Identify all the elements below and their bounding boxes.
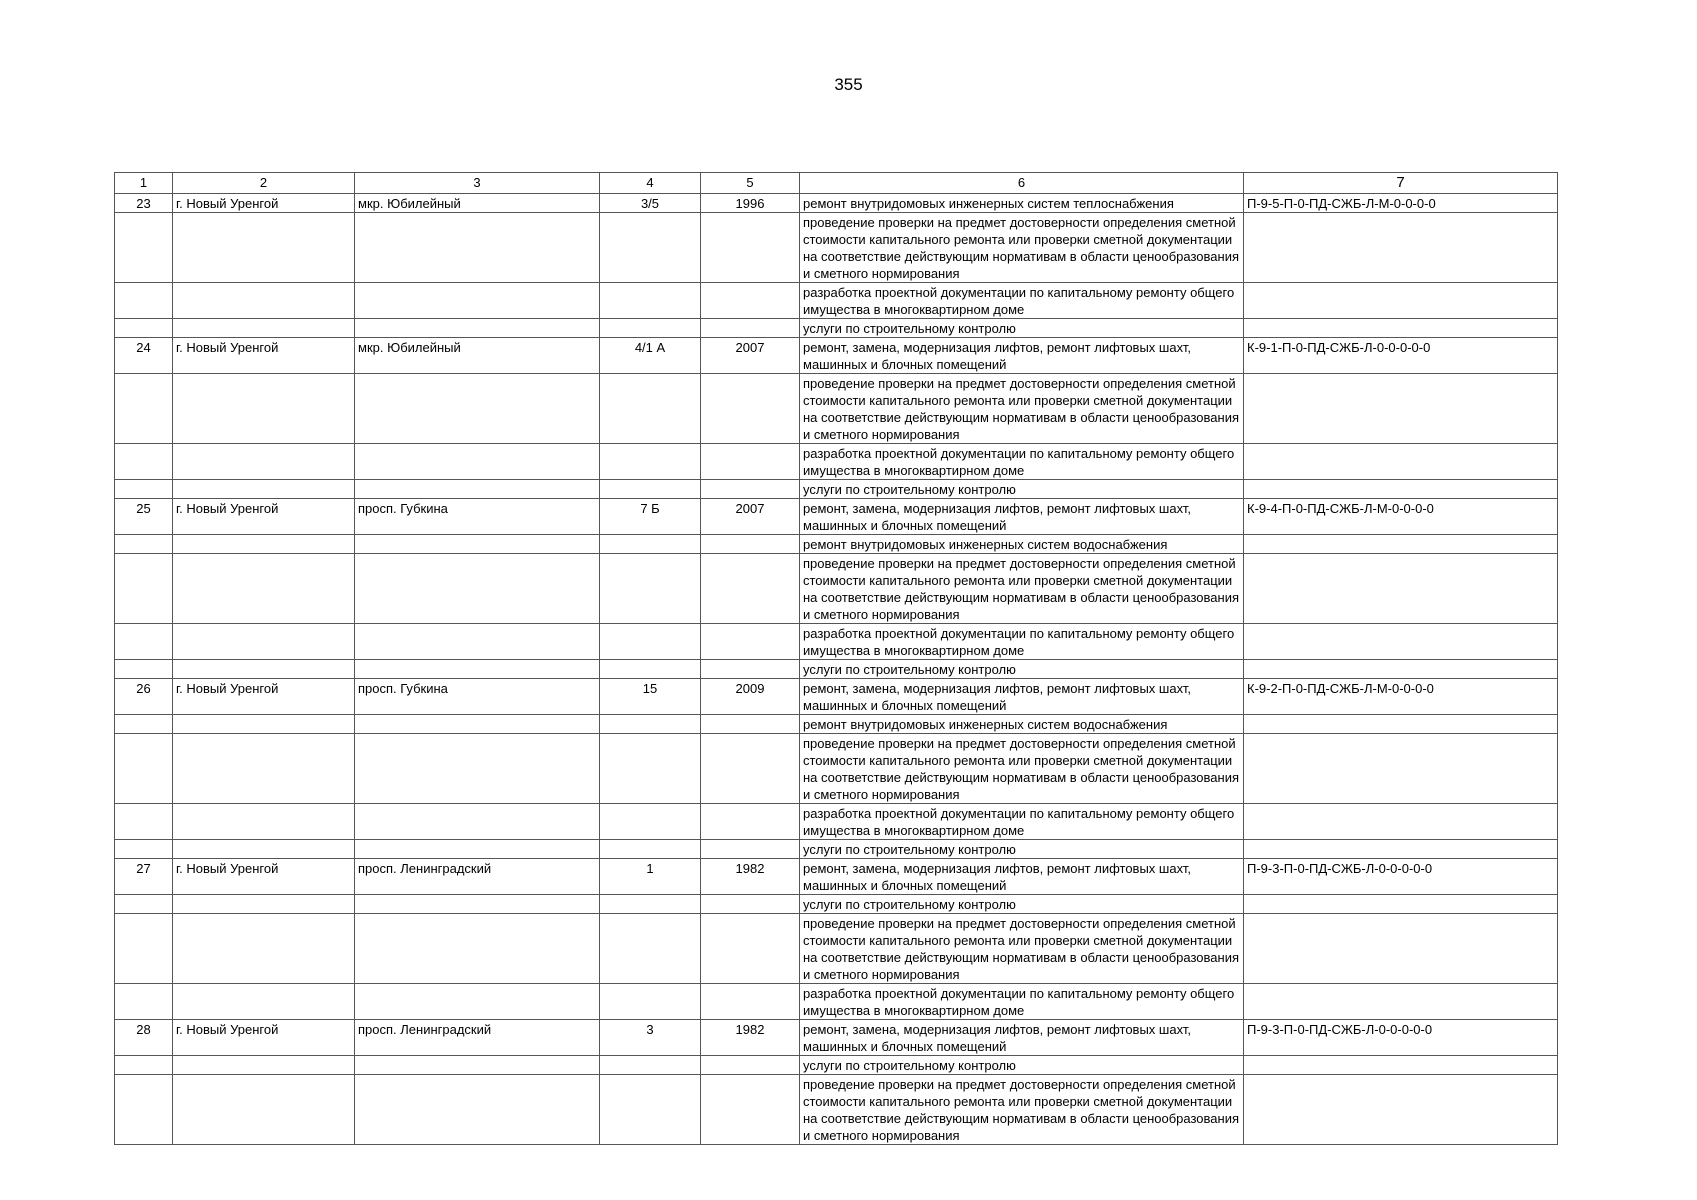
street-cell — [355, 840, 600, 859]
row-number — [115, 1075, 173, 1145]
row-number — [115, 283, 173, 319]
row-number: 25 — [115, 499, 173, 535]
build-year-cell: 1982 — [701, 1020, 800, 1056]
house-number-cell: 3/5 — [600, 194, 701, 213]
column-header-3: 3 — [355, 173, 600, 194]
table-row — [115, 535, 1558, 554]
work-type-cell: ремонт, замена, модернизация лифтов, ремонт лифтовых шахт, машинных и блочных помещений — [800, 859, 1244, 895]
build-year-cell — [701, 535, 800, 554]
row-number — [115, 535, 173, 554]
work-type-cell: проведение проверки на предмет достоверности определения сметной стоимости капитального ремонта или проверки сметной документации на соответствие действующим нормативам в области ценообразования и сметного нормирования — [800, 554, 1244, 624]
row-number — [115, 374, 173, 444]
house-number-cell — [600, 914, 701, 984]
table-row — [115, 194, 1558, 213]
table-row — [115, 444, 1558, 480]
city-cell — [173, 715, 355, 734]
street-cell — [355, 660, 600, 679]
city-cell — [173, 840, 355, 859]
code-cell — [1244, 319, 1558, 338]
house-number-cell — [600, 480, 701, 499]
code-cell — [1244, 1056, 1558, 1075]
house-number-cell — [600, 660, 701, 679]
city-cell — [173, 283, 355, 319]
code-cell — [1244, 444, 1558, 480]
table-row — [115, 480, 1558, 499]
build-year-cell — [701, 283, 800, 319]
work-type-cell: услуги по строительному контролю — [800, 319, 1244, 338]
city-cell — [173, 554, 355, 624]
table-row — [115, 984, 1558, 1020]
street-cell — [355, 554, 600, 624]
row-number — [115, 554, 173, 624]
work-type-cell: ремонт, замена, модернизация лифтов, ремонт лифтовых шахт, машинных и блочных помещений — [800, 679, 1244, 715]
work-type-cell: разработка проектной документации по капитальному ремонту общего имущества в многоквартирном доме — [800, 283, 1244, 319]
build-year-cell — [701, 480, 800, 499]
work-type-cell: ремонт, замена, модернизация лифтов, ремонт лифтовых шахт, машинных и блочных помещений — [800, 499, 1244, 535]
build-year-cell — [701, 1056, 800, 1075]
city-cell: г. Новый Уренгой — [173, 338, 355, 374]
row-number — [115, 319, 173, 338]
table-row — [115, 283, 1558, 319]
work-type-cell: услуги по строительному контролю — [800, 840, 1244, 859]
work-type-cell: проведение проверки на предмет достоверности определения сметной стоимости капитального ремонта или проверки сметной документации на соответствие действующим нормативам в области ценообразования и сметного нормирования — [800, 374, 1244, 444]
city-cell: г. Новый Уренгой — [173, 859, 355, 895]
city-cell: г. Новый Уренгой — [173, 499, 355, 535]
row-number — [115, 984, 173, 1020]
code-cell — [1244, 914, 1558, 984]
code-cell: К-9-1-П-0-ПД-СЖБ-Л-0-0-0-0-0 — [1244, 338, 1558, 374]
code-cell — [1244, 984, 1558, 1020]
build-year-cell — [701, 374, 800, 444]
work-type-cell: ремонт внутридомовых инженерных систем водоснабжения — [800, 715, 1244, 734]
row-number — [115, 660, 173, 679]
build-year-cell — [701, 624, 800, 660]
code-cell — [1244, 554, 1558, 624]
house-number-cell — [600, 895, 701, 914]
code-cell — [1244, 1075, 1558, 1145]
house-number-cell — [600, 840, 701, 859]
works-table — [114, 172, 1558, 1145]
house-number-cell: 1 — [600, 859, 701, 895]
column-header-2: 2 — [173, 173, 355, 194]
code-cell — [1244, 374, 1558, 444]
street-cell — [355, 213, 600, 283]
city-cell: г. Новый Уренгой — [173, 1020, 355, 1056]
table-row — [115, 338, 1558, 374]
code-cell — [1244, 213, 1558, 283]
street-cell — [355, 480, 600, 499]
row-number — [115, 213, 173, 283]
city-cell — [173, 1075, 355, 1145]
house-number-cell — [600, 554, 701, 624]
code-cell — [1244, 840, 1558, 859]
table-row — [115, 1020, 1558, 1056]
street-cell — [355, 535, 600, 554]
column-header-7: 7 — [1244, 173, 1558, 194]
house-number-cell — [600, 804, 701, 840]
house-number-cell — [600, 283, 701, 319]
build-year-cell — [701, 715, 800, 734]
work-type-cell: разработка проектной документации по капитальному ремонту общего имущества в многоквартирном доме — [800, 444, 1244, 480]
row-number — [115, 480, 173, 499]
build-year-cell — [701, 895, 800, 914]
street-cell: просп. Губкина — [355, 679, 600, 715]
table-row — [115, 895, 1558, 914]
row-number: 28 — [115, 1020, 173, 1056]
street-cell — [355, 319, 600, 338]
build-year-cell: 1982 — [701, 859, 800, 895]
code-cell: П-9-5-П-0-ПД-СЖБ-Л-М-0-0-0-0 — [1244, 194, 1558, 213]
row-number — [115, 1056, 173, 1075]
house-number-cell: 15 — [600, 679, 701, 715]
house-number-cell — [600, 624, 701, 660]
row-number — [115, 914, 173, 984]
build-year-cell — [701, 660, 800, 679]
city-cell — [173, 624, 355, 660]
work-type-cell: ремонт внутридомовых инженерных систем теплоснабжения — [800, 194, 1244, 213]
table-body — [115, 194, 1558, 1145]
city-cell — [173, 804, 355, 840]
build-year-cell — [701, 1075, 800, 1145]
work-type-cell: разработка проектной документации по капитальному ремонту общего имущества в многоквартирном доме — [800, 984, 1244, 1020]
house-number-cell — [600, 374, 701, 444]
table-row — [115, 1056, 1558, 1075]
column-header-6: 6 — [800, 173, 1244, 194]
street-cell — [355, 895, 600, 914]
table-row — [115, 715, 1558, 734]
house-number-cell — [600, 984, 701, 1020]
street-cell — [355, 914, 600, 984]
build-year-cell: 2009 — [701, 679, 800, 715]
city-cell — [173, 1056, 355, 1075]
row-number — [115, 804, 173, 840]
column-header-1: 1 — [115, 173, 173, 194]
street-cell: просп. Ленинградский — [355, 1020, 600, 1056]
house-number-cell — [600, 734, 701, 804]
city-cell — [173, 319, 355, 338]
work-type-cell: услуги по строительному контролю — [800, 660, 1244, 679]
code-cell — [1244, 480, 1558, 499]
code-cell — [1244, 804, 1558, 840]
row-number — [115, 734, 173, 804]
table-row — [115, 804, 1558, 840]
code-cell: П-9-3-П-0-ПД-СЖБ-Л-0-0-0-0-0 — [1244, 859, 1558, 895]
build-year-cell: 1996 — [701, 194, 800, 213]
column-header-5: 5 — [701, 173, 800, 194]
code-cell — [1244, 895, 1558, 914]
build-year-cell — [701, 213, 800, 283]
table-row — [115, 1075, 1558, 1145]
table-row — [115, 734, 1558, 804]
city-cell — [173, 660, 355, 679]
table-row — [115, 914, 1558, 984]
work-type-cell: проведение проверки на предмет достоверности определения сметной стоимости капитального ремонта или проверки сметной документации на соответствие действующим нормативам в области ценообразования и сметного нормирования — [800, 213, 1244, 283]
row-number — [115, 624, 173, 660]
city-cell — [173, 984, 355, 1020]
code-cell — [1244, 660, 1558, 679]
street-cell — [355, 283, 600, 319]
code-cell — [1244, 283, 1558, 319]
row-number — [115, 840, 173, 859]
city-cell: г. Новый Уренгой — [173, 679, 355, 715]
code-cell: К-9-2-П-0-ПД-СЖБ-Л-М-0-0-0-0 — [1244, 679, 1558, 715]
table-row — [115, 660, 1558, 679]
row-number — [115, 444, 173, 480]
code-cell — [1244, 535, 1558, 554]
table-row — [115, 319, 1558, 338]
house-number-cell — [600, 213, 701, 283]
header-row — [115, 173, 1558, 194]
build-year-cell — [701, 444, 800, 480]
build-year-cell — [701, 734, 800, 804]
work-type-cell: услуги по строительному контролю — [800, 1056, 1244, 1075]
work-type-cell: проведение проверки на предмет достоверности определения сметной стоимости капитального ремонта или проверки сметной документации на соответствие действующим нормативам в области ценообразования и сметного нормирования — [800, 914, 1244, 984]
city-cell — [173, 895, 355, 914]
table-row — [115, 499, 1558, 535]
work-type-cell: разработка проектной документации по капитальному ремонту общего имущества в многоквартирном доме — [800, 624, 1244, 660]
code-cell: П-9-3-П-0-ПД-СЖБ-Л-0-0-0-0-0 — [1244, 1020, 1558, 1056]
row-number — [115, 895, 173, 914]
table-row — [115, 213, 1558, 283]
house-number-cell: 3 — [600, 1020, 701, 1056]
work-type-cell: проведение проверки на предмет достоверности определения сметной стоимости капитального ремонта или проверки сметной документации на соответствие действующим нормативам в области ценообразования и сметного нормирования — [800, 1075, 1244, 1145]
code-cell: К-9-4-П-0-ПД-СЖБ-Л-М-0-0-0-0 — [1244, 499, 1558, 535]
row-number: 24 — [115, 338, 173, 374]
table-row — [115, 554, 1558, 624]
street-cell — [355, 984, 600, 1020]
build-year-cell — [701, 804, 800, 840]
row-number: 26 — [115, 679, 173, 715]
house-number-cell — [600, 1056, 701, 1075]
table-row — [115, 374, 1558, 444]
house-number-cell — [600, 444, 701, 480]
house-number-cell — [600, 715, 701, 734]
table-row — [115, 840, 1558, 859]
street-cell — [355, 624, 600, 660]
city-cell — [173, 374, 355, 444]
code-cell — [1244, 734, 1558, 804]
work-type-cell: услуги по строительному контролю — [800, 480, 1244, 499]
build-year-cell — [701, 984, 800, 1020]
work-type-cell: ремонт внутридомовых инженерных систем водоснабжения — [800, 535, 1244, 554]
house-number-cell — [600, 319, 701, 338]
street-cell — [355, 1075, 600, 1145]
street-cell — [355, 804, 600, 840]
street-cell: просп. Губкина — [355, 499, 600, 535]
row-number: 27 — [115, 859, 173, 895]
build-year-cell: 2007 — [701, 499, 800, 535]
city-cell — [173, 444, 355, 480]
city-cell — [173, 480, 355, 499]
table-row — [115, 624, 1558, 660]
work-type-cell: разработка проектной документации по капитальному ремонту общего имущества в многоквартирном доме — [800, 804, 1244, 840]
build-year-cell — [701, 554, 800, 624]
column-header-4: 4 — [600, 173, 701, 194]
street-cell — [355, 715, 600, 734]
house-number-cell: 7 Б — [600, 499, 701, 535]
page-number: 355 — [834, 75, 863, 94]
table-row — [115, 679, 1558, 715]
house-number-cell: 4/1 А — [600, 338, 701, 374]
house-number-cell — [600, 535, 701, 554]
street-cell — [355, 734, 600, 804]
city-cell — [173, 914, 355, 984]
house-number-cell — [600, 1075, 701, 1145]
row-number — [115, 715, 173, 734]
work-type-cell: услуги по строительному контролю — [800, 895, 1244, 914]
street-cell: просп. Ленинградский — [355, 859, 600, 895]
street-cell — [355, 444, 600, 480]
row-number: 23 — [115, 194, 173, 213]
table-row — [115, 859, 1558, 895]
build-year-cell — [701, 840, 800, 859]
build-year-cell — [701, 914, 800, 984]
build-year-cell: 2007 — [701, 338, 800, 374]
build-year-cell — [701, 319, 800, 338]
city-cell — [173, 734, 355, 804]
work-type-cell: ремонт, замена, модернизация лифтов, ремонт лифтовых шахт, машинных и блочных помещений — [800, 338, 1244, 374]
code-cell — [1244, 715, 1558, 734]
city-cell — [173, 213, 355, 283]
street-cell: мкр. Юбилейный — [355, 194, 600, 213]
city-cell — [173, 535, 355, 554]
city-cell: г. Новый Уренгой — [173, 194, 355, 213]
work-type-cell: ремонт, замена, модернизация лифтов, ремонт лифтовых шахт, машинных и блочных помещений — [800, 1020, 1244, 1056]
work-type-cell: проведение проверки на предмет достоверности определения сметной стоимости капитального ремонта или проверки сметной документации на соответствие действующим нормативам в области ценообразования и сметного нормирования — [800, 734, 1244, 804]
code-cell — [1244, 624, 1558, 660]
street-cell — [355, 1056, 600, 1075]
street-cell: мкр. Юбилейный — [355, 338, 600, 374]
street-cell — [355, 374, 600, 444]
